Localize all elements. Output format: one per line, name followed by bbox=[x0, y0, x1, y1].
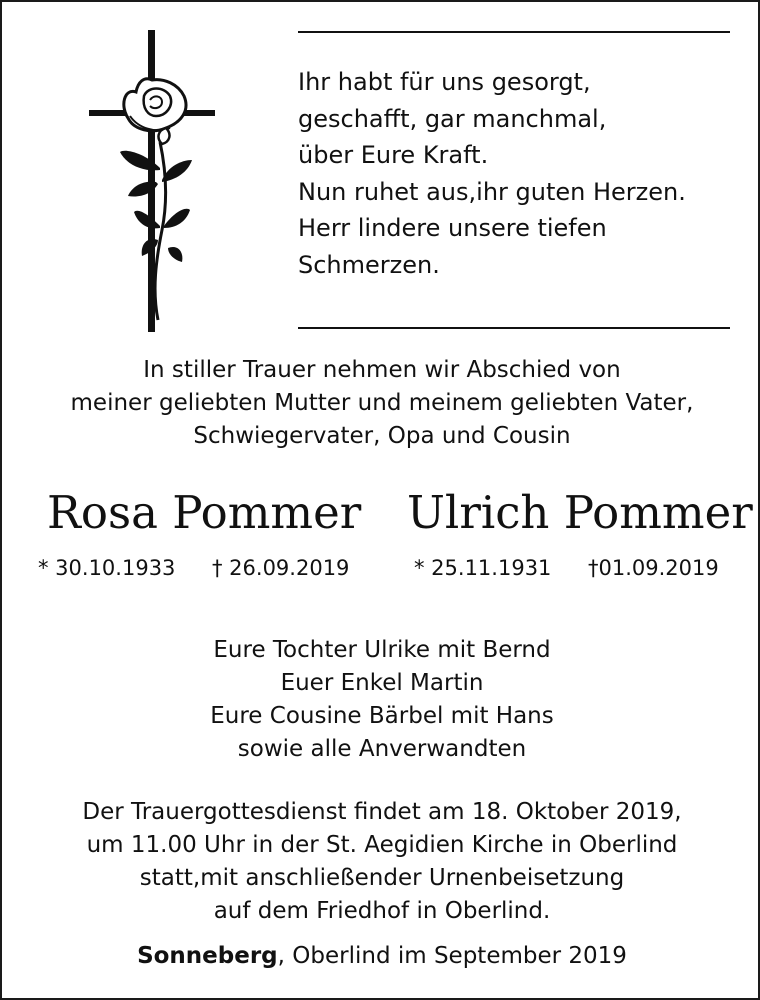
cross-with-rose-icon bbox=[86, 30, 218, 332]
mourners-list bbox=[2, 634, 760, 766]
poem-line: über Eure Kraft. bbox=[298, 141, 489, 169]
poem-line: geschafft, gar manchmal, bbox=[298, 104, 607, 133]
poem-line: Nun ruhet aus,ihr guten Herzen. bbox=[298, 177, 686, 206]
intro-line: In stiller Trauer nehmen wir Abschied von bbox=[143, 357, 621, 383]
intro-line: Schwiegervater, Opa und Cousin bbox=[193, 423, 571, 449]
mourner-line: Euer Enkel Martin bbox=[280, 670, 484, 696]
death-date-ulrich: †01.09.2019 bbox=[588, 556, 719, 580]
divider-bottom bbox=[298, 327, 730, 329]
farewell-intro bbox=[2, 354, 760, 453]
deceased-name-rosa: Rosa Pommer bbox=[47, 486, 362, 539]
service-line: um 11.00 Uhr in der St. Aegidien Kirche in Oberlind bbox=[86, 832, 678, 858]
mourner-line: Eure Cousine Bärbel mit Hans bbox=[210, 703, 554, 729]
closing-rest: , Oberlind im September 2019 bbox=[277, 943, 627, 969]
service-info bbox=[2, 796, 760, 928]
deceased-name-ulrich: Ulrich Pommer bbox=[407, 486, 753, 539]
service-line: statt,mit anschließender Urnenbeisetzung bbox=[139, 865, 625, 891]
closing-place: Sonneberg bbox=[137, 943, 278, 969]
intro-line: meiner geliebten Mutter und meinem geliebten Vater, bbox=[70, 390, 694, 416]
mourner-line: Eure Tochter Ulrike mit Bernd bbox=[213, 637, 551, 663]
mourner-line: sowie alle Anverwandten bbox=[237, 736, 527, 762]
place-and-date bbox=[2, 940, 760, 972]
service-line: Der Trauergottesdienst findet am 18. Oktober 2019, bbox=[82, 799, 682, 825]
poem-line: Herr lindere unsere tiefen bbox=[298, 214, 607, 242]
memorial-poem bbox=[298, 64, 738, 283]
birth-date-rosa: * 30.10.1933 bbox=[38, 556, 176, 580]
divider-top bbox=[298, 31, 730, 33]
birth-date-ulrich: * 25.11.1931 bbox=[414, 556, 552, 580]
poem-line: Schmerzen. bbox=[298, 250, 440, 279]
service-line: auf dem Friedhof in Oberlind. bbox=[213, 898, 551, 924]
death-date-rosa: † 26.09.2019 bbox=[212, 556, 350, 580]
poem-line: Ihr habt für uns gesorgt, bbox=[298, 68, 591, 96]
